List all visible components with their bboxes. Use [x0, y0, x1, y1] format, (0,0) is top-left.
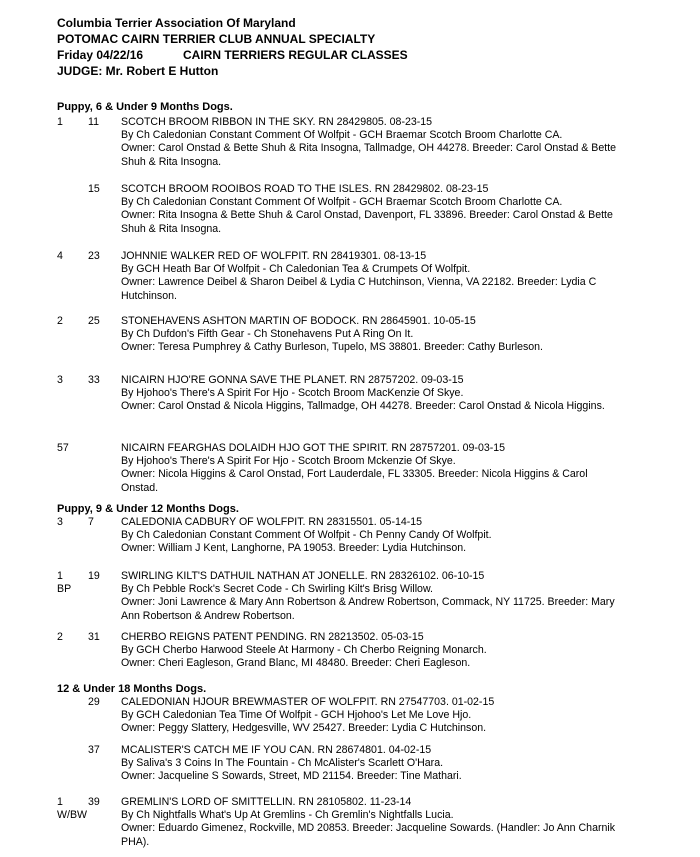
armband-number: 33 [88, 374, 100, 386]
owner-breeder: Owner: Eduardo Gimenez, Rockville, MD 20853. Breeder: Jacqueline Sowards. (Handler: Jo Ann Charnik PHA). [121, 822, 616, 848]
sire-dam: By Ch Dufdon's Fifth Gear - Ch Stonehavens Put A Ring On It. [121, 328, 414, 341]
date-classes-line [57, 47, 408, 63]
placement: 1 [57, 796, 63, 808]
owner-breeder: Owner: Carol Onstad & Nicola Higgins, Tallmadge, OH 44278. Breeder: Carol Onstad & Nicola Higgins. [121, 400, 605, 413]
dog-name: JOHNNIE WALKER RED OF WOLFPIT. RN 28419301. 08-13-15 [121, 250, 427, 262]
placement: 3 [57, 374, 63, 386]
dog-name: NICAIRN HJO'RE GONNA SAVE THE PLANET. RN 28757202. 09-03-15 [121, 374, 464, 386]
placement: 1 [57, 116, 63, 128]
sire-dam: By Saliva's 3 Coins In The Fountain - Ch McAlister's Scarlett O'Hara. [121, 757, 444, 770]
placement: 2 [57, 631, 63, 643]
owner-breeder: Owner: Teresa Pumphrey & Cathy Burleson, Tupelo, MS 38801. Breeder: Cathy Burleson. [121, 341, 544, 354]
dog-name: SWIRLING KILT'S DATHUIL NATHAN AT JONELLE. RN 28326102. 06-10-15 [121, 570, 485, 582]
owner-breeder: Owner: Nicola Higgins & Carol Onstad, Fort Lauderdale, FL 33305. Breeder: Nicola Higgins & Carol Onstad. [121, 468, 588, 494]
sire-dam: By GCH Cherbo Harwood Steele At Harmony - Ch Cherbo Reigning Monarch. [121, 644, 487, 657]
placement: 3 [57, 516, 63, 528]
sire-dam: By Hjohoo's There's A Spirit For Hjo - Scotch Broom MacKenzie Of Skye. [121, 387, 464, 400]
placement: 4 [57, 250, 63, 262]
show-date: Friday 04/22/16 [57, 48, 144, 62]
sire-dam: By Ch Caledonian Constant Comment Of Wolfpit - Ch Penny Candy Of Wolfpit. [121, 529, 492, 542]
armband-number: 15 [88, 183, 100, 195]
class-title: 12 & Under 18 Months Dogs. [57, 683, 207, 695]
sire-dam: By Ch Nightfalls What's Up At Gremlins - Ch Gremlin's Nightfalls Lucia. [121, 809, 454, 822]
owner-breeder: Owner: Peggy Slattery, Hedgesville, WV 25427. Breeder: Lydia C Hutchinson. [121, 722, 487, 735]
armband-number: 7 [88, 516, 94, 528]
armband-number: 25 [88, 315, 100, 327]
armband-number: 39 [88, 796, 100, 808]
armband-number: 29 [88, 696, 100, 708]
award: BP [57, 583, 72, 595]
sire-dam: By Hjohoo's There's A Spirit For Hjo - Scotch Broom Mckenzie Of Skye. [121, 455, 456, 468]
owner-breeder: Owner: Joni Lawrence & Mary Ann Robertson & Andrew Robertson, Commack, NY 11725. Breeder: Mary Ann Robertson & Andrew Robertson. [121, 596, 615, 622]
armband-number: 37 [88, 744, 100, 756]
dog-name: SCOTCH BROOM RIBBON IN THE SKY. RN 28429805. 08-23-15 [121, 116, 433, 128]
class-title: Puppy, 6 & Under 9 Months Dogs. [57, 101, 233, 113]
sire-dam: By Ch Caledonian Constant Comment Of Wolfpit - GCH Braemar Scotch Broom Charlotte CA. [121, 129, 563, 142]
sire-dam: By Ch Caledonian Constant Comment Of Wolfpit - GCH Braemar Scotch Broom Charlotte CA. [121, 196, 563, 209]
placement: 57 [57, 442, 69, 454]
classes-title: CAIRN TERRIERS REGULAR CLASSES [183, 48, 408, 62]
sire-dam: By GCH Heath Bar Of Wolfpit - Ch Caledonian Tea & Crumpets Of Wolfpit. [121, 263, 471, 276]
judge-name: JUDGE: Mr. Robert E Hutton [57, 64, 219, 78]
club-name: Columbia Terrier Association Of Maryland [57, 16, 296, 30]
dog-name: GREMLIN'S LORD OF SMITTELLIN. RN 28105802. 11-23-14 [121, 796, 412, 808]
placement: 1 [57, 570, 63, 582]
dog-name: CALEDONIA CADBURY OF WOLFPIT. RN 28315501. 05-14-15 [121, 516, 423, 528]
class-title: Puppy, 9 & Under 12 Months Dogs. [57, 503, 239, 515]
award: W/BW [57, 809, 88, 821]
dog-name: MCALISTER'S CATCH ME IF YOU CAN. RN 28674801. 04-02-15 [121, 744, 432, 756]
placement: 2 [57, 315, 63, 327]
owner-breeder: Owner: Jacqueline S Sowards, Street, MD 21154. Breeder: Tine Mathari. [121, 770, 462, 783]
sire-dam: By GCH Caledonian Tea Time Of Wolfpit - GCH Hjohoo's Let Me Love Hjo. [121, 709, 472, 722]
armband-number: 19 [88, 570, 100, 582]
owner-breeder: Owner: Cheri Eagleson, Grand Blanc, MI 48480. Breeder: Cheri Eagleson. [121, 657, 471, 670]
show-name: POTOMAC CAIRN TERRIER CLUB ANNUAL SPECIALTY [57, 32, 376, 46]
dog-name: CALEDONIAN HJOUR BREWMASTER OF WOLFPIT. RN 27547703. 01-02-15 [121, 696, 495, 708]
sire-dam: By Ch Pebble Rock's Secret Code - Ch Swirling Kilt's Brisg Willow. [121, 583, 433, 596]
owner-breeder: Owner: Carol Onstad & Bette Shuh & Rita Insogna, Tallmadge, OH 44278. Breeder: Carol Onstad & Bette Shuh & Rita Insogna. [121, 142, 617, 168]
dog-name: STONEHAVENS ASHTON MARTIN OF BODOCK. RN 28645901. 10-05-15 [121, 315, 476, 327]
owner-breeder: Owner: Lawrence Deibel & Sharon Deibel & Lydia C Hutchinson, Vienna, VA 22182. Breeder: Lydia C Hutchinson. [121, 276, 597, 302]
owner-breeder: Owner: Rita Insogna & Bette Shuh & Carol Onstad, Davenport, FL 33896. Breeder: Carol Onstad & Bette Shuh & Rita Insogna. [121, 209, 613, 235]
armband-number: 23 [88, 250, 100, 262]
catalog-header [57, 15, 408, 79]
dog-name: CHERBO REIGNS PATENT PENDING. RN 28213502. 05-03-15 [121, 631, 424, 643]
dog-name: NICAIRN FEARGHAS DOLAIDH HJO GOT THE SPIRIT. RN 28757201. 09-03-15 [121, 442, 506, 454]
dog-name: SCOTCH BROOM ROOIBOS ROAD TO THE ISLES. RN 28429802. 08-23-15 [121, 183, 489, 195]
armband-number: 31 [88, 631, 100, 643]
owner-breeder: Owner: William J Kent, Langhorne, PA 19053. Breeder: Lydia Hutchinson. [121, 542, 467, 555]
armband-number: 11 [88, 116, 99, 128]
